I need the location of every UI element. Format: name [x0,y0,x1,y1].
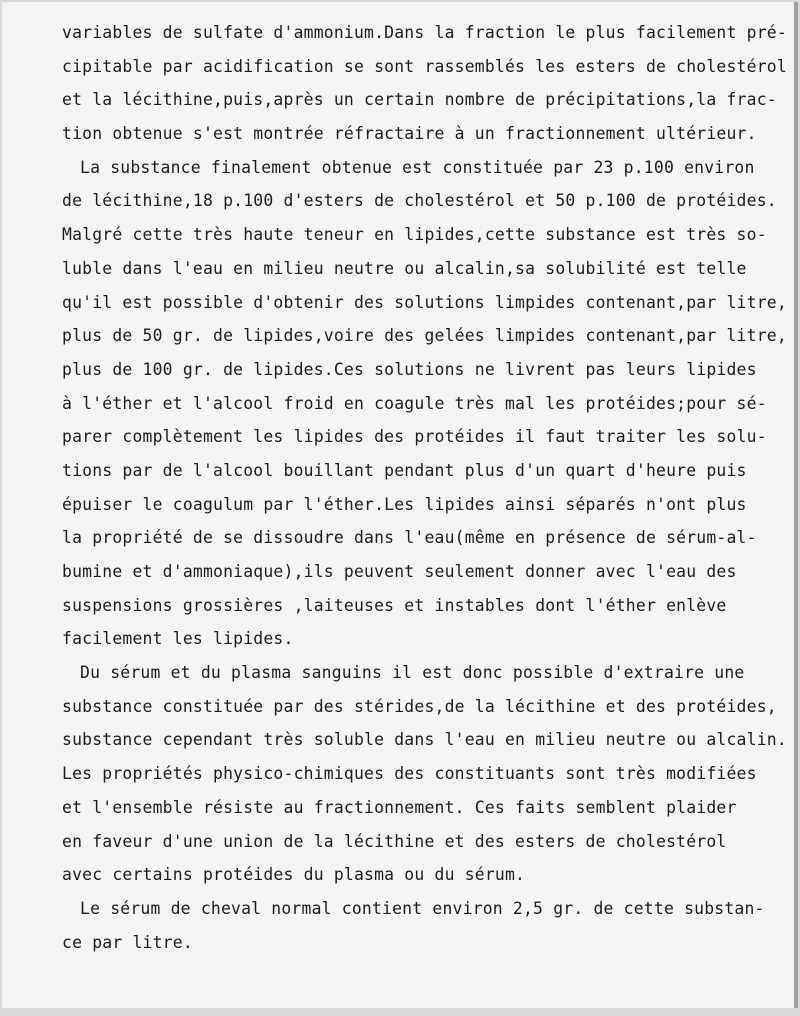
text-line: ce par litre. [62,932,193,952]
text-line: à l'éther et l'alcool froid en coagule très mal les protéides;pour sé- [62,393,767,413]
text-line: qu'il est possible d'obtenir des solutions limpides contenant,par litre, [62,292,787,312]
text-line: Malgré cette très haute teneur en lipides,cette substance est très so- [62,225,767,245]
text-line: épuiser le coagulum par l'éther.Les lipides ainsi séparés n'ont plus [62,494,747,514]
text-line: plus de 100 gr. de lipides.Ces solutions ne livrent pas leurs lipides [62,359,757,379]
text-line: substance cependant très soluble dans l'eau en milieu neutre ou alcalin. [62,730,787,750]
text-line: luble dans l'eau en milieu neutre ou alcalin,sa solubilité est telle [62,258,747,278]
text-line: et la lécithine,puis,après un certain nombre de précipitations,la frac- [62,90,777,110]
text-line: facilement les lipides. [62,629,294,649]
text-line: de lécithine,18 p.100 d'esters de cholestérol et 50 p.100 de protéides. [62,191,777,211]
text-line: variables de sulfate d'ammonium.Dans la fraction le plus facilement pré- [62,23,787,42]
page-text [62,16,787,959]
text-line: cipitable par acidification se sont rassemblés les esters de cholestérol [62,56,787,76]
text-line: avec certains protéides du plasma ou du sérum. [62,865,526,885]
text-line: bumine et d'ammoniaque),ils peuvent seulement donner avec l'eau des [62,562,737,581]
text-line: en faveur d'une union de la lécithine et des esters de cholestérol [62,831,727,851]
typewritten-page [2,2,798,1008]
text-line: la propriété de se dissoudre dans l'eau(même en présence de sérum-al- [62,528,757,548]
page-edge-shadow [794,2,798,1008]
text-line: Les propriétés physico-chimiques des constituants sont très modifiées [62,764,757,784]
text-line: parer complètement les lipides des protéides il faut traiter les solu- [62,427,767,447]
text-line: La substance finalement obtenue est constituée par 23 p.100 environ [80,157,755,177]
text-line: substance constituée par des stérides,de la lécithine et des protéides, [62,696,777,716]
text-line: plus de 50 gr. de lipides,voire des gelées limpides contenant,par litre, [62,326,787,346]
text-line: tion obtenue s'est montrée réfractaire à un fractionnement ultérieur. [62,124,757,144]
text-line: Le sérum de cheval normal contient environ 2,5 gr. de cette substan- [80,898,765,918]
text-line: Du sérum et du plasma sanguins il est donc possible d'extraire une [80,663,745,683]
text-line: tions par de l'alcool bouillant pendant plus d'un quart d'heure puis [62,460,747,480]
text-line: suspensions grossières ,laiteuses et instables dont l'éther enlève [62,595,727,615]
text-line: et l'ensemble résiste au fractionnement. Ces faits semblent plaider [62,797,737,817]
